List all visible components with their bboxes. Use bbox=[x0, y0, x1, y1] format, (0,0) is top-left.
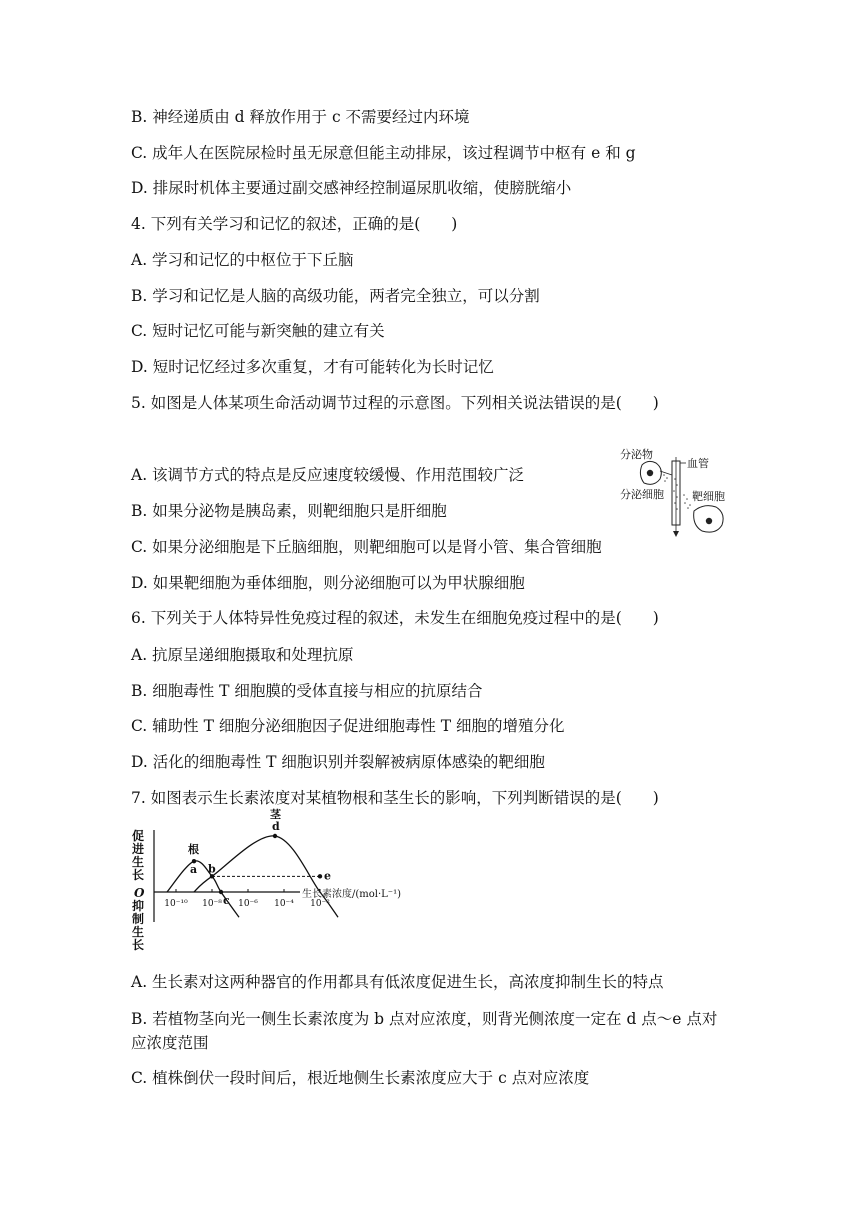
x-tick-label: 10⁻⁴ bbox=[274, 899, 294, 909]
x-tick-label: 10⁻² bbox=[310, 899, 330, 909]
q4-stem: 4. 下列有关学习和记忆的叙述，正确的是( ) bbox=[131, 215, 458, 233]
x-tick-label: 10⁻⁸ bbox=[202, 899, 222, 909]
q4-option-c: C. 短时记忆可能与新突触的建立有关 bbox=[131, 322, 385, 340]
q6-option-a: A. 抗原呈递细胞摄取和处理抗原 bbox=[131, 646, 354, 664]
y-label-inhibit-char: 抑 bbox=[132, 899, 145, 913]
point-label-c: c bbox=[223, 894, 230, 907]
point-label-d: d bbox=[272, 820, 280, 833]
q6-option-b: B. 细胞毒性 T 细胞膜的受体直接与相应的抗原结合 bbox=[131, 682, 483, 700]
hormone-regulation-figure bbox=[620, 445, 732, 538]
y-label-inhibit-char: 生 bbox=[132, 925, 145, 939]
y-label-inhibit bbox=[132, 898, 144, 952]
y-label-promote-char: 生 bbox=[132, 855, 145, 869]
series-label-stem: 茎 bbox=[270, 808, 281, 821]
auxin-chart bbox=[128, 808, 428, 952]
x-axis-label: 生长素浓度/(mol·L⁻¹) bbox=[302, 889, 401, 900]
q4-option-b: B. 学习和记忆是人脑的高级功能，两者完全独立，可以分割 bbox=[131, 287, 540, 305]
y-label-promote-char: 促 bbox=[132, 829, 145, 843]
q7-option-c: C. 植株倒伏一段时间后，根近地侧生长素浓度应大于 c 点对应浓度 bbox=[131, 1069, 590, 1087]
q3-option-c: C. 成年人在医院尿检时虽无尿意但能主动排尿，该过程调节中枢有 e 和 g bbox=[131, 144, 636, 162]
label-vessel: 血管 bbox=[687, 457, 709, 470]
q7-option-a: A. 生长素对这两种器官的作用都具有低浓度促进生长，高浓度抑制生长的特点 bbox=[131, 973, 664, 991]
q6-option-c: C. 辅助性 T 细胞分泌细胞因子促进细胞毒性 T 细胞的增殖分化 bbox=[131, 717, 565, 735]
arrow-head bbox=[673, 531, 679, 537]
point-label-a: a bbox=[190, 863, 198, 877]
q5-option-c: C. 如果分泌细胞是下丘脑细胞，则靶细胞可以是肾小管、集合管细胞 bbox=[131, 538, 602, 556]
q4-option-a: A. 学习和记忆的中枢位于下丘脑 bbox=[131, 251, 354, 269]
q5-option-a: A. 该调节方式的特点是反应速度较缓慢、作用范围较广泛 bbox=[131, 466, 525, 484]
series-labels bbox=[188, 807, 282, 856]
series-label-root: 根 bbox=[188, 843, 199, 857]
y-label-promote bbox=[131, 828, 144, 882]
point-d bbox=[273, 834, 277, 838]
point-label-e: e bbox=[324, 869, 331, 883]
q5-option-d: D. 如果靶细胞为垂体细胞，则分泌细胞可以为甲状腺细胞 bbox=[131, 574, 525, 592]
y-label-origin: O bbox=[134, 886, 145, 900]
x-tick-label: 10⁻¹⁰ bbox=[164, 899, 188, 909]
q5-stem: 5. 如图是人体某项生命活动调节过程的示意图。下列相关说法错误的是( ) bbox=[131, 394, 659, 412]
y-label-inhibit-char: 长 bbox=[132, 938, 145, 952]
label-target-cell: 靶细胞 bbox=[692, 490, 725, 503]
secretory-cell-nucleus bbox=[647, 470, 653, 476]
y-label-promote-char: 进 bbox=[132, 842, 145, 856]
point-e bbox=[318, 874, 322, 878]
y-label-promote-char: 长 bbox=[132, 868, 145, 882]
label-secretory-cell: 分泌细胞 bbox=[620, 488, 664, 501]
q7-option-b: B. 若植物茎向光一侧生长素浓度为 b 点对应浓度，则背光侧浓度一定在 d 点～e 点对应浓度范围 bbox=[131, 1010, 718, 1052]
q6-option-d: D. 活化的细胞毒性 T 细胞识别并裂解被病原体感染的靶细胞 bbox=[131, 753, 545, 771]
label-secretion: 分泌物 bbox=[620, 448, 653, 461]
y-label-inhibit-char: 制 bbox=[132, 912, 145, 926]
q3-option-d: D. 排尿时机体主要通过副交感神经控制逼尿肌收缩，使膀胱缩小 bbox=[131, 179, 572, 197]
q3-option-b: B. 神经递质由 d 释放作用于 c 不需要经过内环境 bbox=[131, 108, 470, 126]
q6-stem: 6. 下列关于人体特异性免疫过程的叙述，未发生在细胞免疫过程中的是( ) bbox=[131, 609, 659, 627]
point-label-b: b bbox=[208, 862, 216, 876]
hormone-particles bbox=[663, 474, 691, 510]
q5-option-b: B. 如果分泌物是胰岛素，则靶细胞只是肝细胞 bbox=[131, 502, 447, 520]
target-cell-nucleus bbox=[706, 518, 712, 524]
x-tick-label: 10⁻⁶ bbox=[238, 899, 258, 909]
q4-option-d: D. 短时记忆经过多次重复，才有可能转化为长时记忆 bbox=[131, 358, 494, 376]
q7-stem: 7. 如图表示生长素浓度对某植物根和茎生长的影响，下列判断错误的是( ) bbox=[131, 789, 659, 807]
